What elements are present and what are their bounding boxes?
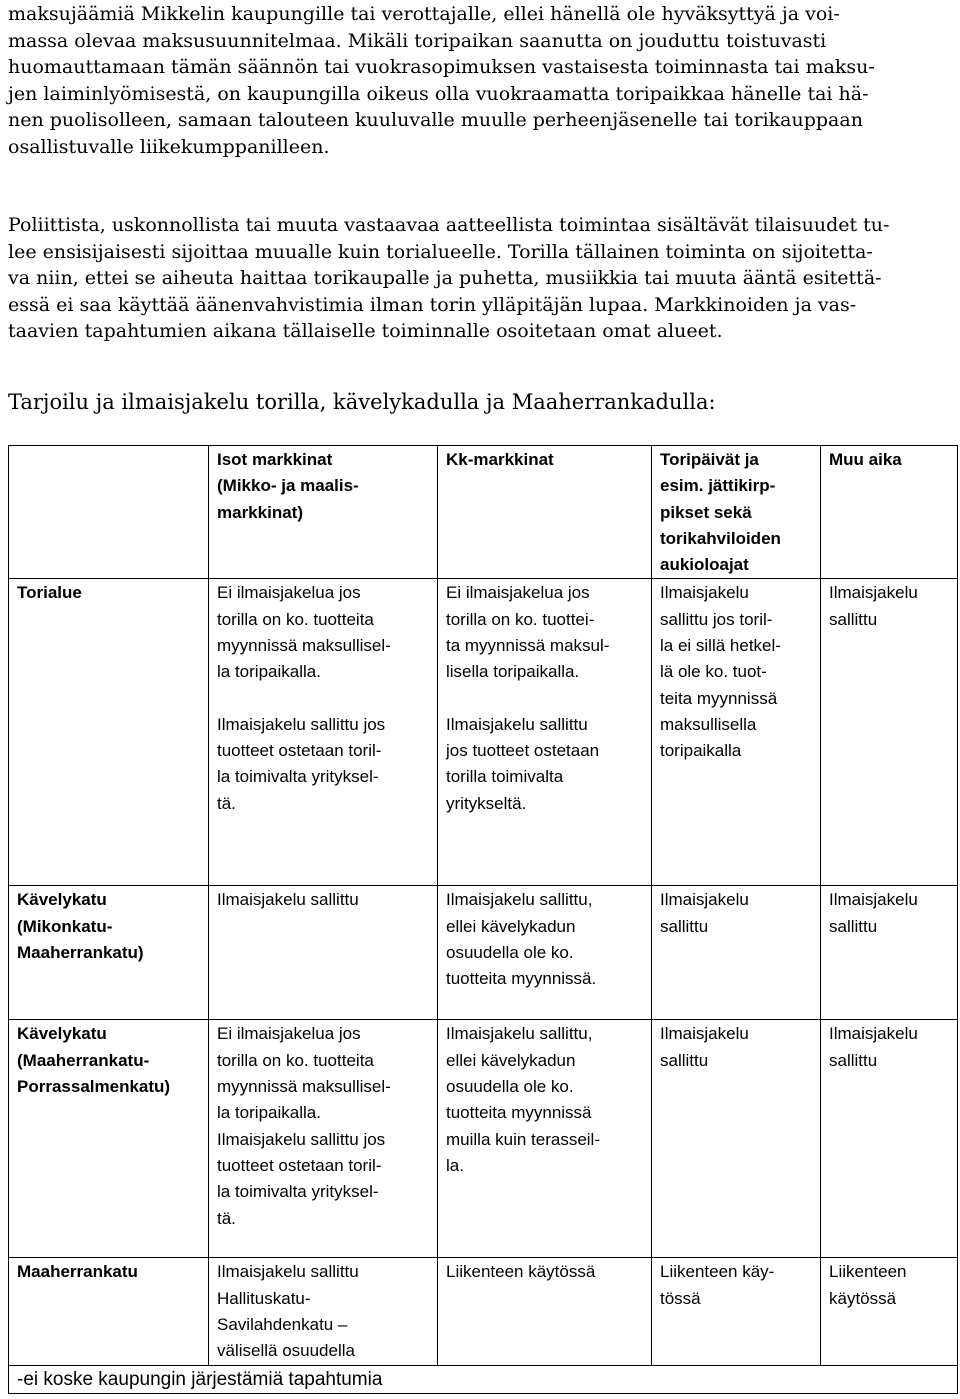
- table-cell: [652, 1020, 821, 1258]
- cell-line: jos tuotteet ostetaan: [446, 740, 600, 760]
- table-row: [9, 1020, 958, 1258]
- table-cell: [209, 579, 438, 886]
- row-label: [9, 579, 209, 886]
- table-footnote-row: [9, 1365, 958, 1393]
- cell-line: Isot markkinat: [217, 450, 333, 469]
- cell-line: Ilmaisjakelu sallittu,: [446, 890, 593, 910]
- cell-line: Ei ilmaisjakelua jos: [217, 1024, 361, 1044]
- cell-line: Ei ilmaisjakelua jos: [217, 583, 361, 603]
- table-cell: [438, 579, 652, 886]
- text-line: va niin, ettei se aiheuta haittaa torikaupalle ja puhetta, musiikkia tai muuta ääntä esitettä-: [8, 267, 882, 289]
- cell-line: Ilmaisjakelu: [829, 1024, 918, 1044]
- cell-line: Ilmaisjakelu sallittu: [446, 714, 588, 734]
- cell-line: Ilmaisjakelu: [829, 583, 918, 603]
- cell-line: Ilmaisjakelu sallittu jos: [217, 1129, 386, 1149]
- cell-line: käytössä: [829, 1288, 897, 1308]
- paragraph-ideological-activity: [8, 212, 889, 345]
- cell-line: la toimivalta yrityksel-: [217, 1182, 379, 1202]
- cell-line: muilla kuin terasseil-: [446, 1129, 600, 1149]
- cell-line: la ei sillä hetkel-: [660, 636, 781, 656]
- cell-line: tä.: [217, 793, 236, 813]
- section-heading: Tarjoilu ja ilmaisjakelu torilla, kävelykadulla ja Maaherrankadulla:: [8, 390, 716, 414]
- header-cell: [652, 446, 821, 579]
- cell-line: Liikenteen käy-: [660, 1262, 775, 1282]
- row-label: [9, 1020, 209, 1258]
- text-line: lee ensisijaisesti sijoittaa muualle kuin torialueelle. Torilla tällainen toiminta on sijoitetta-: [8, 240, 873, 263]
- row-label: [9, 1258, 209, 1365]
- text-line: taavien tapahtumien aikana tällaiselle toiminnalle osoitetaan omat alueet.: [8, 320, 723, 342]
- cell-line: Ilmaisjakelu sallittu,: [446, 1024, 593, 1044]
- paragraph-eligibility: [8, 1, 875, 160]
- cell-line: tuotteita myynnissä: [446, 1103, 592, 1123]
- table-row: [9, 886, 958, 1020]
- cell-line: Toripäivät ja: [660, 450, 759, 469]
- cell-line: tössä: [660, 1288, 701, 1308]
- cell-line: torikahviloiden: [660, 528, 781, 548]
- cell-line: sallittu: [829, 1050, 878, 1070]
- cell-line: Maaherrankatu): [17, 943, 144, 963]
- cell-line: ellei kävelykadun: [446, 1050, 576, 1070]
- cell-line: Ilmaisjakelu sallittu jos: [217, 714, 386, 734]
- cell-line: Ilmaisjakelu sallittu: [217, 890, 359, 910]
- cell-line: torilla on ko. tuotteita: [217, 1050, 374, 1070]
- header-cell: [821, 446, 958, 579]
- cell-line: Kävelykatu: [17, 890, 107, 910]
- cell-line: sallittu: [660, 1050, 709, 1070]
- table-header-row: [9, 446, 958, 579]
- cell-line: Kk-markkinat: [446, 450, 554, 469]
- cell-line: sallittu: [829, 609, 878, 629]
- cell-line: teita myynnissä: [660, 688, 778, 708]
- cell-line: Ilmaisjakelu: [660, 890, 749, 910]
- table-footnote: -ei koske kaupungin järjestämiä tapahtumia: [9, 1365, 958, 1393]
- cell-line: (Maaherrankatu-: [17, 1050, 150, 1070]
- header-cell: [438, 446, 652, 579]
- cell-line: lisella toripaikalla.: [446, 662, 580, 682]
- cell-line: ta myynnissä maksul-: [446, 636, 610, 656]
- cell-line: esim. jättikirp-: [660, 476, 776, 496]
- cell-line: Ei ilmaisjakelua jos: [446, 583, 590, 603]
- text-line: Poliittista, uskonnollista tai muuta vastaavaa aatteellista toimintaa sisältävät tilaisuudet tu-: [8, 214, 890, 236]
- text-line: essä ei saa käyttää äänenvahvistimia ilman torin ylläpitäjän lupaa. Markkinoiden ja vas-: [8, 293, 857, 316]
- cell-line: tuotteet ostetaan toril-: [217, 740, 382, 760]
- cell-line: markkinat): [217, 502, 303, 522]
- cell-line: Hallituskatu-: [217, 1288, 311, 1308]
- cell-line: Maaherrankatu: [17, 1262, 138, 1282]
- header-cell-empty: [9, 446, 209, 579]
- cell-line: torilla on ko. tuotteita: [217, 609, 374, 629]
- cell-line: la toripaikalla.: [217, 1103, 321, 1123]
- text-line: huomauttamaan tämän säännön tai vuokrasopimuksen vastaisesta toiminnasta tai maksu-: [8, 56, 875, 78]
- cell-line: la toripaikalla.: [217, 662, 321, 682]
- cell-line: Torialue: [17, 583, 82, 603]
- table-row: [9, 579, 958, 886]
- text-line: jen laiminlyömisestä, on kaupungilla oikeus olla vuokraamatta toripaikkaa hänelle tai hä-: [8, 82, 869, 105]
- cell-line: Liikenteen käytössä: [446, 1262, 596, 1282]
- cell-line: Porrassalmenkatu): [17, 1077, 171, 1097]
- cell-line: myynnissä maksullisel-: [217, 1077, 391, 1097]
- table-cell: [652, 579, 821, 886]
- cell-line: välisellä osuudella: [217, 1341, 355, 1361]
- cell-line: Savilahdenkatu –: [217, 1315, 348, 1335]
- cell-line: Ilmaisjakelu: [660, 583, 749, 603]
- table-row: [9, 1258, 958, 1365]
- cell-line: torilla toimivalta: [446, 767, 564, 787]
- cell-line: osuudella ole ko.: [446, 943, 574, 963]
- cell-line: osuudella ole ko.: [446, 1077, 574, 1097]
- text-line: osallistuvalle liikekumppanilleen.: [8, 135, 330, 158]
- table-cell: [652, 886, 821, 1020]
- cell-line: Muu aika: [829, 450, 902, 469]
- cell-line: sallittu: [660, 916, 709, 936]
- cell-line: tuotteita myynnissä.: [446, 969, 597, 989]
- table-cell: [209, 886, 438, 1020]
- table-cell: [438, 1020, 652, 1258]
- table-cell: [821, 579, 958, 886]
- cell-line: Liikenteen: [829, 1262, 907, 1282]
- table-cell: [821, 886, 958, 1020]
- table-cell: [438, 886, 652, 1020]
- cell-line: tä.: [217, 1208, 236, 1228]
- cell-line: tuotteet ostetaan toril-: [217, 1155, 382, 1175]
- text-line: nen puolisolleen, samaan talouteen kuuluvalle muulle perheenjäsenelle tai torikauppaan: [8, 109, 863, 131]
- table-cell: [209, 1020, 438, 1258]
- cell-line: toripaikalla: [660, 741, 742, 761]
- table-cell: [821, 1258, 958, 1365]
- cell-line: Kävelykatu: [17, 1024, 107, 1044]
- cell-line: (Mikonkatu-: [17, 916, 113, 936]
- cell-line: ellei kävelykadun: [446, 916, 576, 936]
- cell-line: Ilmaisjakelu sallittu: [217, 1262, 359, 1282]
- text-line: maksujäämiä Mikkelin kaupungille tai verottajalle, ellei hänellä ole hyväksyttyä ja voi-: [8, 3, 840, 25]
- cell-gap: [217, 686, 429, 712]
- cell-line: torilla on ko. tuottei-: [446, 609, 595, 629]
- cell-gap: [446, 686, 643, 712]
- cell-line: myynnissä maksullisel-: [217, 636, 391, 656]
- cell-line: Ilmaisjakelu: [660, 1024, 749, 1044]
- cell-line: Ilmaisjakelu: [829, 890, 918, 910]
- header-cell: [209, 446, 438, 579]
- cell-line: maksullisella: [660, 714, 757, 734]
- table-cell: [209, 1258, 438, 1365]
- row-label: [9, 886, 209, 1020]
- cell-line: pikset sekä: [660, 502, 752, 522]
- cell-line: (Mikko- ja maalis-: [217, 476, 359, 496]
- table-cell: [438, 1258, 652, 1365]
- cell-line: sallittu: [829, 916, 878, 936]
- cell-line: yritykseltä.: [446, 793, 527, 813]
- table-cell: [821, 1020, 958, 1258]
- distribution-rules-table: [8, 445, 958, 1394]
- cell-line: sallittu jos toril-: [660, 609, 773, 629]
- cell-line: aukioloajat: [660, 555, 749, 575]
- cell-line: la toimivalta yrityksel-: [217, 767, 379, 787]
- cell-line: lä ole ko. tuot-: [660, 662, 767, 682]
- text-line: massa olevaa maksusuunnitelmaa. Mikäli toripaikan saanutta on jouduttu toistuvasti: [8, 29, 827, 52]
- cell-line: la.: [446, 1155, 464, 1175]
- table-cell: [652, 1258, 821, 1365]
